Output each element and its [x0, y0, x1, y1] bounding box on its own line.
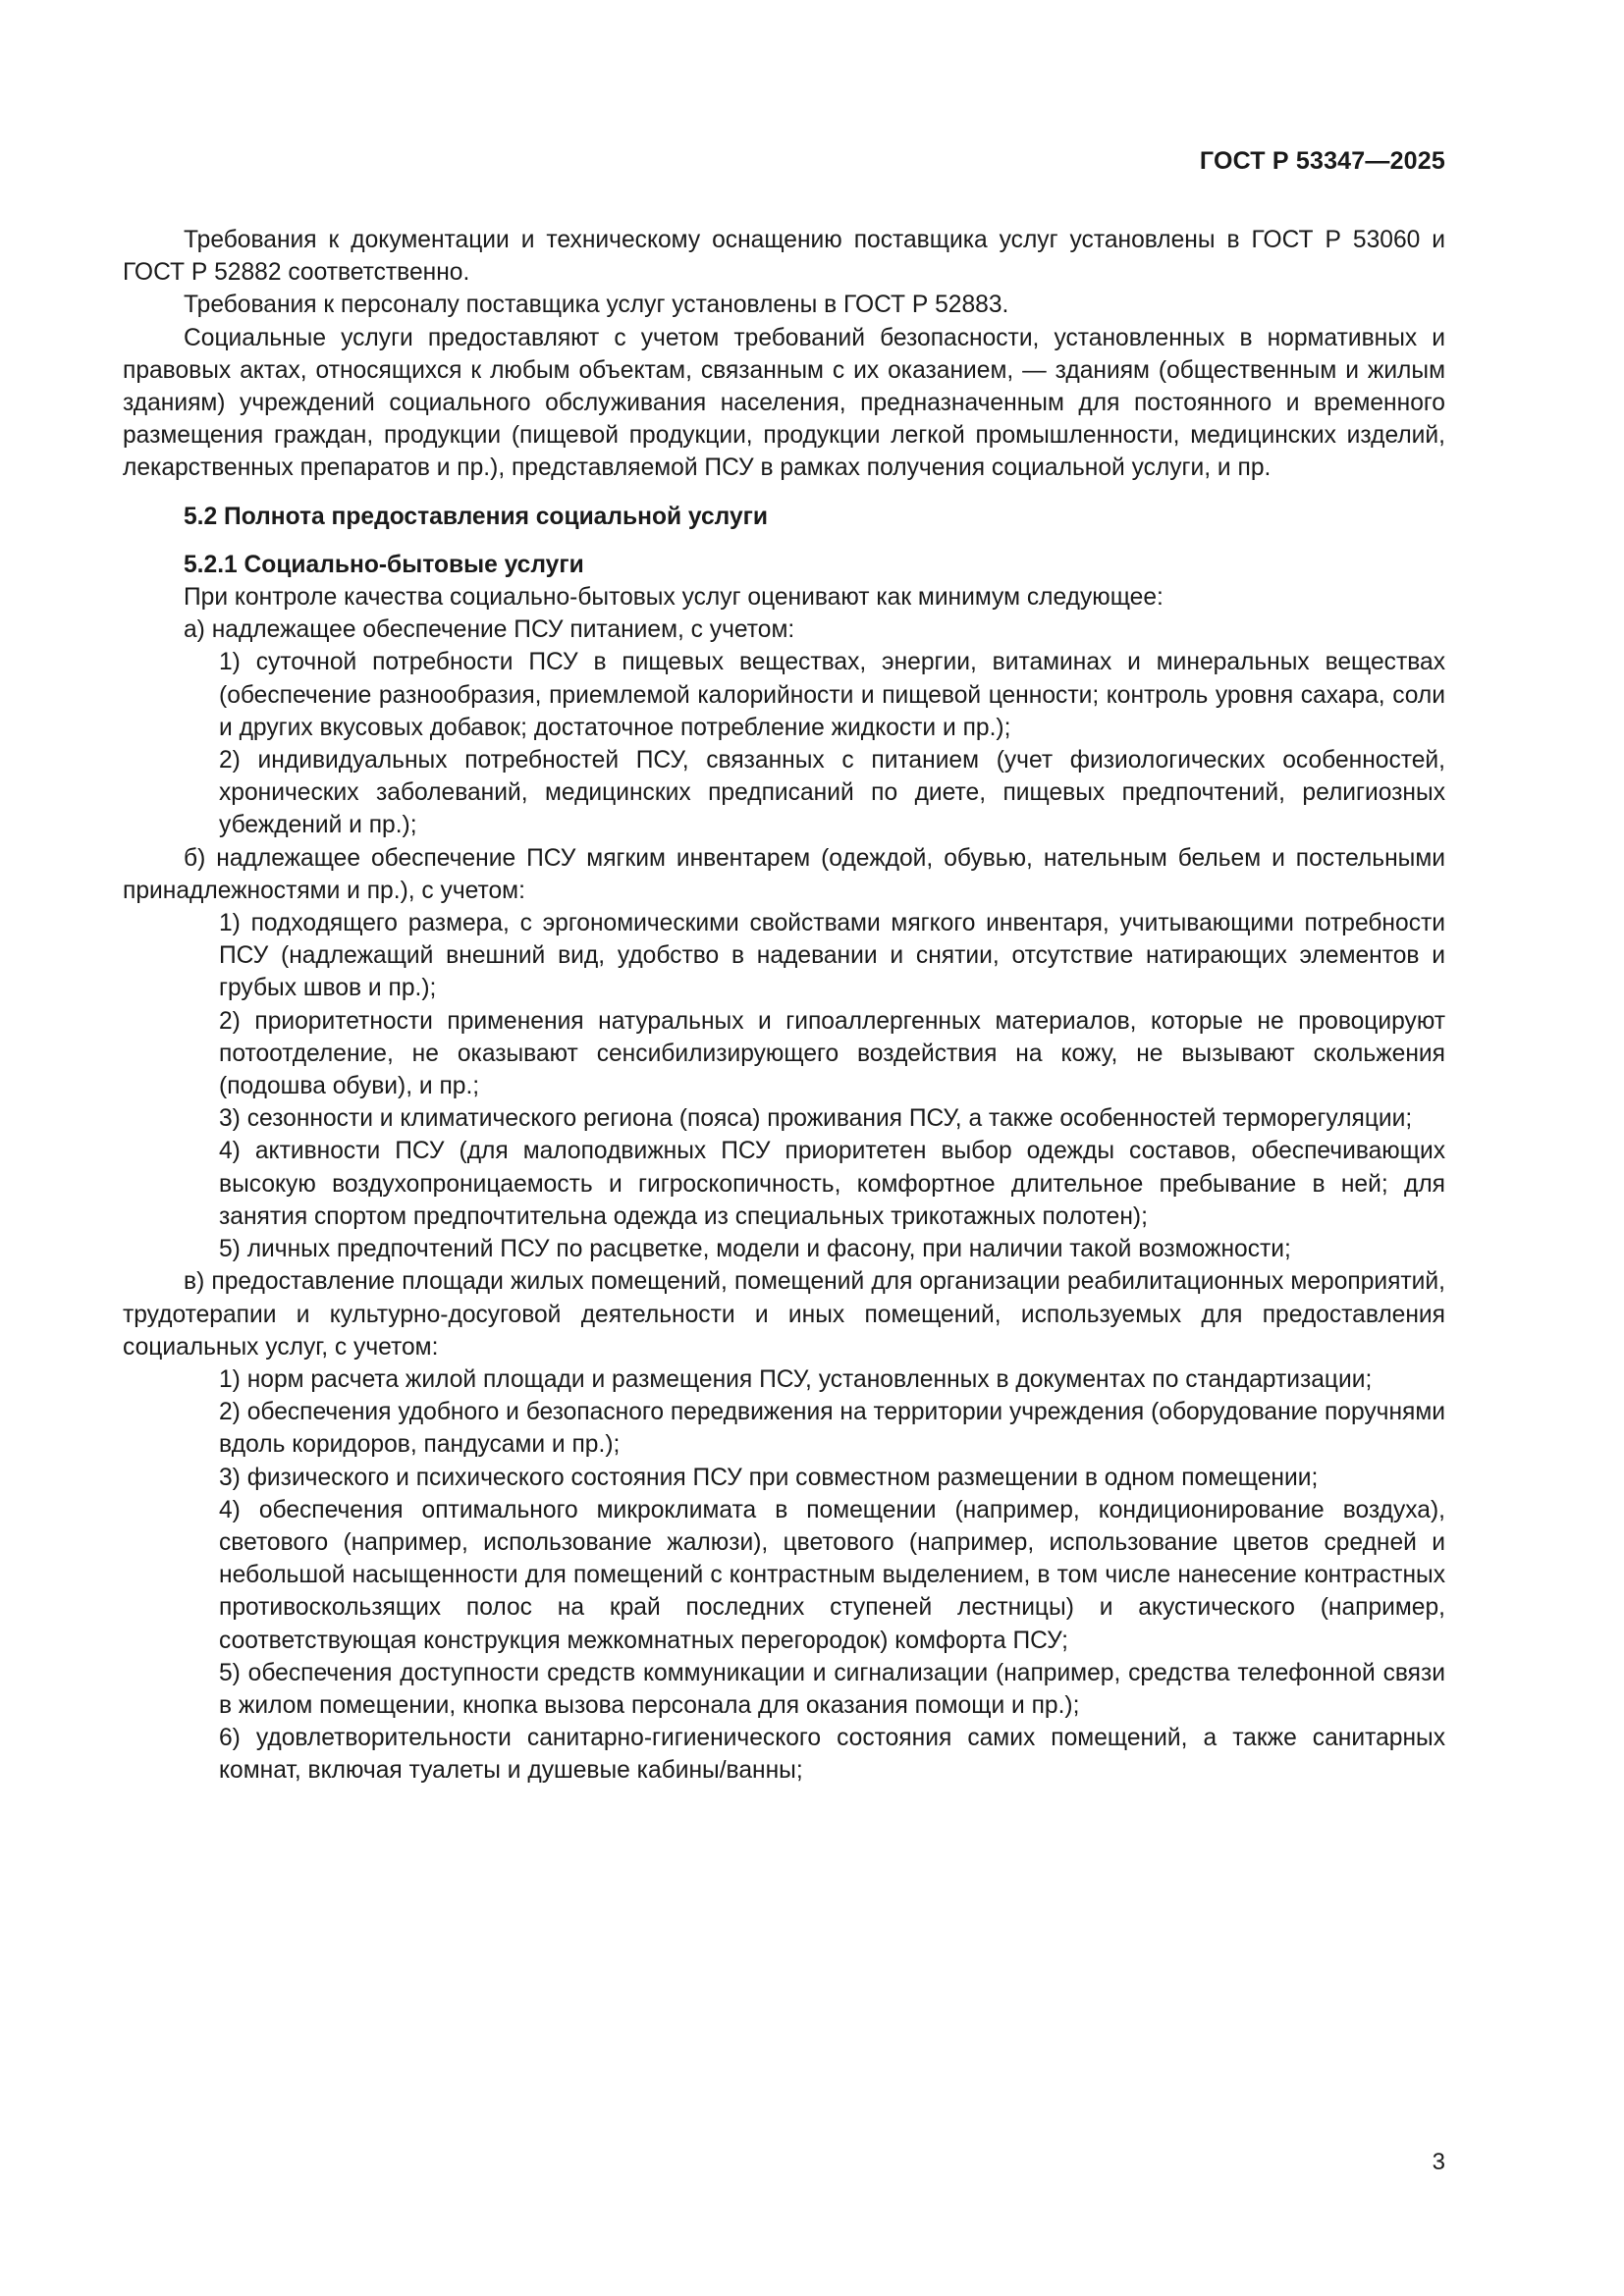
sub-item: 2) обеспечения удобного и безопасного передвижения на территории учреждения (оборудование поручнями вдоль коридоров, пандусами и пр.); [219, 1399, 1445, 1459]
sub-item: 3) сезонности и климатического региона (пояса) проживания ПСУ, а также особенностей терморегуляции; [219, 1105, 1413, 1133]
subsection-heading: 5.2.1 Социально-бытовые услуги [184, 551, 584, 578]
section-heading: 5.2 Полнота предоставления социальной услуги [184, 503, 769, 530]
sub-item: 1) норм расчета жилой площади и размещения ПСУ, установленных в документах по стандартизации; [219, 1365, 1373, 1393]
sub-item: 3) физического и психического состояния ПСУ при совместном размещении в одном помещении; [219, 1464, 1319, 1491]
intro-paragraph: Требования к персоналу поставщика услуг установлены в ГОСТ Р 52883. [184, 292, 1009, 319]
sub-item: 4) активности ПСУ (для малоподвижных ПСУ приоритетен выбор одежды составов, обеспечивающих высокую воздухопроницаемость и гигроскопичность, комфортное длительное пребывание в ней; для занятия спортом предпочтительна одежда из специальных трикотажных полотен); [219, 1138, 1445, 1230]
sub-item: 2) индивидуальных потребностей ПСУ, связанных с питанием (учет физиологических особенностей, хронических заболеваний, медицинских предписаний по диете, пищевых предпочтений, религиозных убеждений и пр.); [219, 747, 1445, 839]
sub-item: 4) обеспечения оптимального микроклимата в помещении (например, кондиционирование воздуха), светового (например, использование жалюзи), цветового (например, использование цветов средней и небольшой насыщенности для помещений с контрастным выделением, в том числе нанесение контрастных противоскользящих полос на край последних ступеней лестницы) и акустического (например, соответствующая конструкция межкомнатных перегородок) комфорта ПСУ; [219, 1496, 1445, 1654]
sub-item: 1) суточной потребности ПСУ в пищевых веществах, энергии, витаминах и минеральных веществах (обеспечение разнообразия, приемлемой калорийности и пищевой ценности; контроль уровня сахара, соли и других вкусовых добавок; достаточное потребление жидкости и пр.); [219, 649, 1445, 741]
lead-paragraph: При контроле качества социально-бытовых услуг оценивают как минимум следующее: [184, 584, 1164, 612]
standard-code-header: ГОСТ Р 53347—2025 [1199, 147, 1445, 175]
intro-paragraph: Социальные услуги предоставляют с учетом требований безопасности, установленных в нормативных и правовых актах, относящихся к любым объектам, связанным с их оказанием, — зданиям (общественным и жилым зданиям) учреждений социального обслуживания населения, предназначенным для постоянного и временного размещения граждан, продукции (пищевой продукции, продукции легкой промышленности, медицинских изделий, лекарственных препаратов и пр.), представляемой ПСУ в рамках получения социальной услуги, и пр. [123, 324, 1445, 482]
list-item-b: б) надлежащее обеспечение ПСУ мягким инвентарем (одеждой, обувью, нательным бельем и постельными принадлежностями и пр.), с учетом: [123, 844, 1445, 904]
list-item-a: а) надлежащее обеспечение ПСУ питанием, с учетом: [184, 616, 795, 644]
sub-item: 6) удовлетворительности санитарно-гигиенического состояния самих помещений, а также санитарных комнат, включая туалеты и душевые кабины/ванны; [219, 1725, 1445, 1785]
intro-paragraph: Требования к документации и техническому оснащению поставщика услуг установлены в ГОСТ Р 53060 и ГОСТ Р 52882 соответственно. [123, 227, 1445, 287]
sub-item: 1) подходящего размера, с эргономическими свойствами мягкого инвентаря, учитывающими потребности ПСУ (надлежащий внешний вид, удобство в надевании и снятии, отсутствие натирающих элементов и грубых швов и пр.); [219, 910, 1445, 1002]
document-body [123, 224, 1445, 1788]
sub-item: 5) личных предпочтений ПСУ по расцветке, модели и фасону, при наличии такой возможности; [219, 1236, 1291, 1263]
list-item-v: в) предоставление площади жилых помещений, помещений для организации реабилитационных мероприятий, трудотерапии и культурно-досуговой деятельности и иных помещений, используемых для предоставления социальных услуг, с учетом: [123, 1268, 1445, 1361]
page-number: 3 [1432, 2149, 1445, 2175]
sub-item: 2) приоритетности применения натуральных и гипоаллергенных материалов, которые не провоцируют потоотделение, не оказывают сенсибилизирующего воздействия на кожу, не вызывают скольжения (подошва обуви), и пр.; [219, 1007, 1445, 1100]
sub-item: 5) обеспечения доступности средств коммуникации и сигнализации (например, средства телефонной связи в жилом помещении, кнопка вызова персонала для оказания помощи и пр.); [219, 1659, 1445, 1719]
